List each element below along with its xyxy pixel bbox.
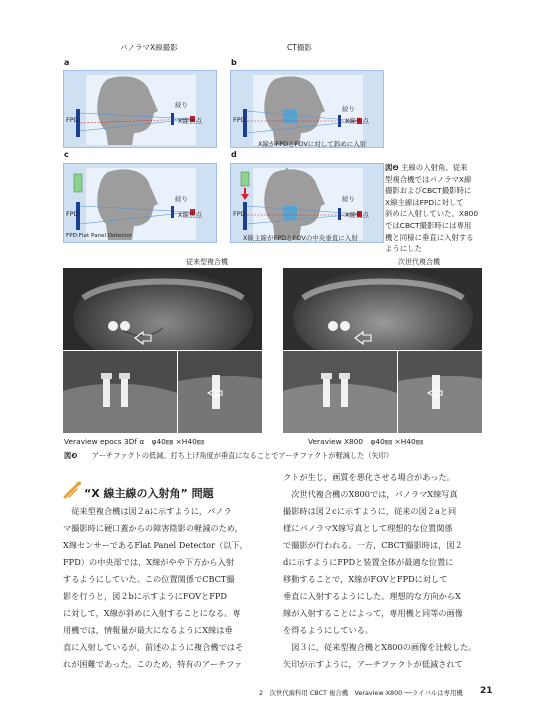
fig3-right-caption: Veraview X800 φ40㎜ ×H40㎜ <box>308 437 424 446</box>
fig3-left-title: 従来型複合機 <box>186 258 228 266</box>
panel-letter-a: a <box>64 58 70 67</box>
panel-d-note: X線主線がFPDとFOVの中央垂直に入射 <box>243 234 358 242</box>
body-line: で撮影が行われる。一方，CBCT撮影時は，図２ <box>283 540 463 550</box>
fig3-caption-number: 図❸ <box>64 451 78 460</box>
section-heading-icon <box>63 481 83 499</box>
fig2-caption-number: 図❷ <box>385 163 399 172</box>
body-line: 図３に，従来型複合機とX800の画像を比較した。 <box>291 642 477 652</box>
body-line: FPD）の中央部では，X線がやや下方から入射 <box>63 557 234 567</box>
body-line: を得るようにしている。 <box>283 625 374 635</box>
panel-d-fpd-label: FPD <box>233 210 246 218</box>
fig3-left-caption: Veraview epocs 3Df α φ40㎜ ×H40㎜ <box>64 437 205 446</box>
panel-c-note: FPD:Flat Panel Detector <box>66 233 133 239</box>
right-body-column <box>283 469 493 673</box>
body-line: 用機では，情報量が最大になるようにX線は垂 <box>63 625 233 635</box>
page-footer-running-title: 2 次世代歯科用 CBCT 複合機 Veraview X800 ──ライバルは専用機 <box>259 689 463 697</box>
panel-letter-d: d <box>231 150 237 159</box>
fig2-caption-line: 主線の入射角。従来 <box>401 163 468 172</box>
fig2-right-column-title: CT撮影 <box>287 43 312 52</box>
body-line: 撮影時は図２cに示すように，従来の図２aと同 <box>283 506 457 516</box>
fig3-left-axial-scan <box>63 268 262 350</box>
body-line: dに示すようにFPDと装置全体が最適な位置に <box>283 557 454 567</box>
fig2-caption-line: ようにした <box>385 244 422 254</box>
panel-b-note: X線がFPDとFOVに対して斜めに入射 <box>258 140 367 148</box>
body-line: 垂直に入射するようにした。理想的な方向からX <box>283 591 461 601</box>
panel-c-focus-label: X線焦点 <box>178 211 202 219</box>
fig3-left-sagittal-scan <box>63 351 177 433</box>
fig2-panel-c <box>63 163 217 243</box>
body-line: 移動することで，X線がFOVとFPDに対して <box>283 574 448 584</box>
fig3-caption <box>64 451 494 461</box>
body-line: 次世代複合機のX800では，パノラマX線写真 <box>291 489 458 499</box>
panel-b-focus-label: X線焦点 <box>345 117 369 125</box>
fig2-panel-b <box>230 70 384 148</box>
panel-c-aperture-label: 絞り <box>175 195 188 203</box>
fig3-caption-text: アーチファクトの低減。打ち上げ角度が垂直になることでアーチファクトが軽減した（矢印） <box>91 451 394 460</box>
body-line: X線センサーであるFlat Panel Detector（以下， <box>63 540 248 550</box>
panel-b-aperture-label: 絞り <box>342 105 355 113</box>
body-line: れが困難であった。このため，特有のアーチファ <box>63 659 243 669</box>
panel-letter-c: c <box>64 150 69 159</box>
section-heading: “X 線主線の入射角” 問題 <box>84 487 214 500</box>
panel-d-focus-label: X線焦点 <box>345 211 369 219</box>
body-line: 矢印が示すように，アーチファクトが低減されて <box>283 659 463 669</box>
body-line: 直に入射しているが，前述のように複合機ではそ <box>63 642 244 652</box>
body-line: 従来型複合機は図２aに示すように，パノラ <box>71 506 232 516</box>
fig3-left-cross-section-scan <box>178 351 262 433</box>
fig2-caption-line: 型複合機ではパノラマX線 <box>385 174 472 184</box>
fig2-caption-line: 機と同様に垂直に入射する <box>385 232 474 242</box>
fig3-right-axial-scan <box>283 268 482 350</box>
fig2-caption-line: ではCBCT撮影時には専用 <box>385 220 472 230</box>
page-number: 21 <box>480 686 493 696</box>
fig2-left-column-title: パノラマX線撮影 <box>120 43 178 52</box>
panel-d-aperture-label: 絞り <box>342 195 355 203</box>
panel-b-fpd-label: FPD <box>233 116 246 124</box>
panel-c-fpd-label: FPD <box>66 210 79 218</box>
panel-a-fpd-label: FPD <box>66 116 79 124</box>
fig2-panel-d <box>230 163 384 243</box>
body-line: 様にパノラマX線写真として理想的な位置関係 <box>283 523 453 533</box>
fig2-caption <box>385 162 495 255</box>
body-line: クトが生じ，画質を悪化させる場合があった。 <box>283 472 455 482</box>
fig3-right-sagittal-scan <box>283 351 397 433</box>
fig2-caption-line: X線主線はFPDに対して <box>385 197 464 207</box>
panel-a-focus-label: X線焦点 <box>178 117 202 125</box>
fig2-caption-line: 撮影およびCBCT撮影時に <box>385 186 472 196</box>
panel-a-aperture-label: 絞り <box>175 101 188 109</box>
left-body-column <box>63 503 272 673</box>
panel-letter-b: b <box>231 58 237 67</box>
body-line: に対して，X線が斜めに入射することになる。専 <box>63 608 241 618</box>
fig2-caption-line: 斜めに入射していた。X800 <box>385 209 479 219</box>
fig2-panel-a <box>63 70 217 148</box>
fig3-right-cross-section-scan <box>398 351 482 433</box>
body-line: 線が入射することによって，専用機と同等の画像 <box>283 608 463 618</box>
body-line: するようにしていた。この位置関係でCBCT撮 <box>63 574 235 584</box>
body-line: マ撮影時に硬口蓋からの障害陰影の軽減のため， <box>63 523 243 533</box>
fig3-right-title: 次世代複合機 <box>398 258 440 266</box>
body-line: 影を行うと，図２bに示すようにFOVとFPD <box>63 591 227 601</box>
